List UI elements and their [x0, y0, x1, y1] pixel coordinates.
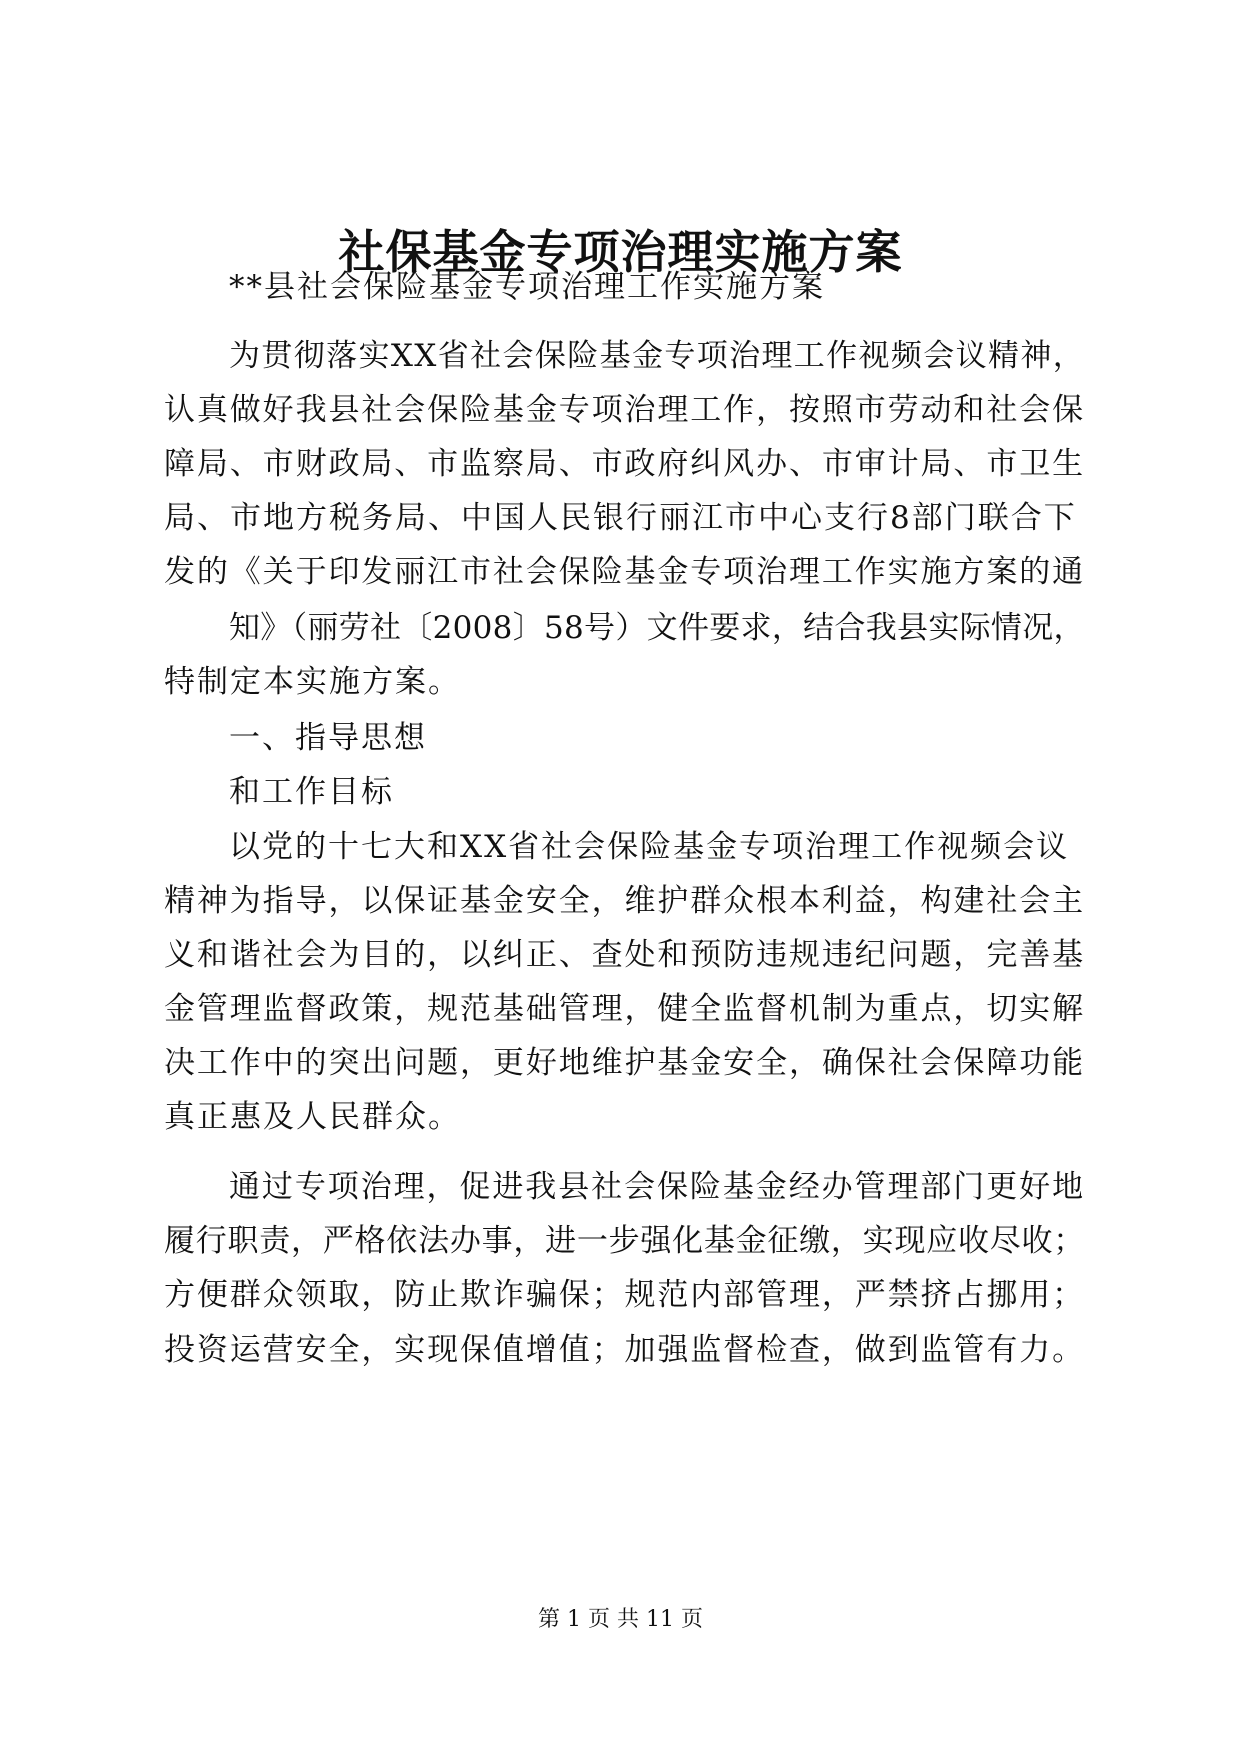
- body-line: 精神为指导，以保证基金安全，维护群众根本利益，构建社会主: [164, 883, 1085, 919]
- body-line: 为贯彻落实XX省社会保险基金专项治理工作视频会议精神，: [229, 338, 1086, 374]
- section-heading: 和工作目标: [229, 774, 394, 810]
- body-line: 方便群众领取，防止欺诈骗保；规范内部管理，严禁挤占挪用；: [164, 1277, 1085, 1313]
- body-line: 履行职责，严格依法办事，进一步强化基金征缴，实现应收尽收；: [164, 1223, 1085, 1259]
- body-line: 发的《关于印发丽江市社会保险基金专项治理工作实施方案的通: [164, 554, 1085, 590]
- body-line: 义和谐社会为目的，以纠正、查处和预防违规违纪问题，完善基: [164, 937, 1085, 973]
- body-line: 知》（丽劳社〔2008〕58号）文件要求，结合我县实际情况，: [229, 610, 1085, 646]
- body-line: 通过专项治理，促进我县社会保险基金经办管理部门更好地: [229, 1169, 1085, 1205]
- body-line: 局、市地方税务局、中国人民银行丽江市中心支行8部门联合下: [164, 500, 1077, 536]
- page-number-footer: 第 1 页 共 11 页: [538, 1607, 703, 1632]
- section-heading: 一、指导思想: [229, 720, 427, 756]
- body-line: 金管理监督政策，规范基础管理，健全监督机制为重点，切实解: [164, 991, 1085, 1027]
- body-line: 特制定本实施方案。: [164, 664, 461, 700]
- body-line: 认真做好我县社会保险基金专项治理工作，按照市劳动和社会保: [164, 392, 1085, 428]
- body-line: 真正惠及人民群众。: [164, 1099, 461, 1135]
- body-line: 决工作中的突出问题，更好地维护基金安全，确保社会保障功能: [164, 1045, 1085, 1081]
- subtitle-line: **县社会保险基金专项治理工作实施方案: [229, 269, 825, 305]
- body-line: 以党的十七大和XX省社会保险基金专项治理工作视频会议: [229, 829, 1070, 865]
- document-title: 社保基金专项治理实施方案: [338, 225, 903, 279]
- body-line: 投资运营安全，实现保值增值；加强监督检查，做到监管有力。: [164, 1332, 1085, 1368]
- body-line: 障局、市财政局、市监察局、市政府纠风办、市审计局、市卫生: [164, 446, 1085, 482]
